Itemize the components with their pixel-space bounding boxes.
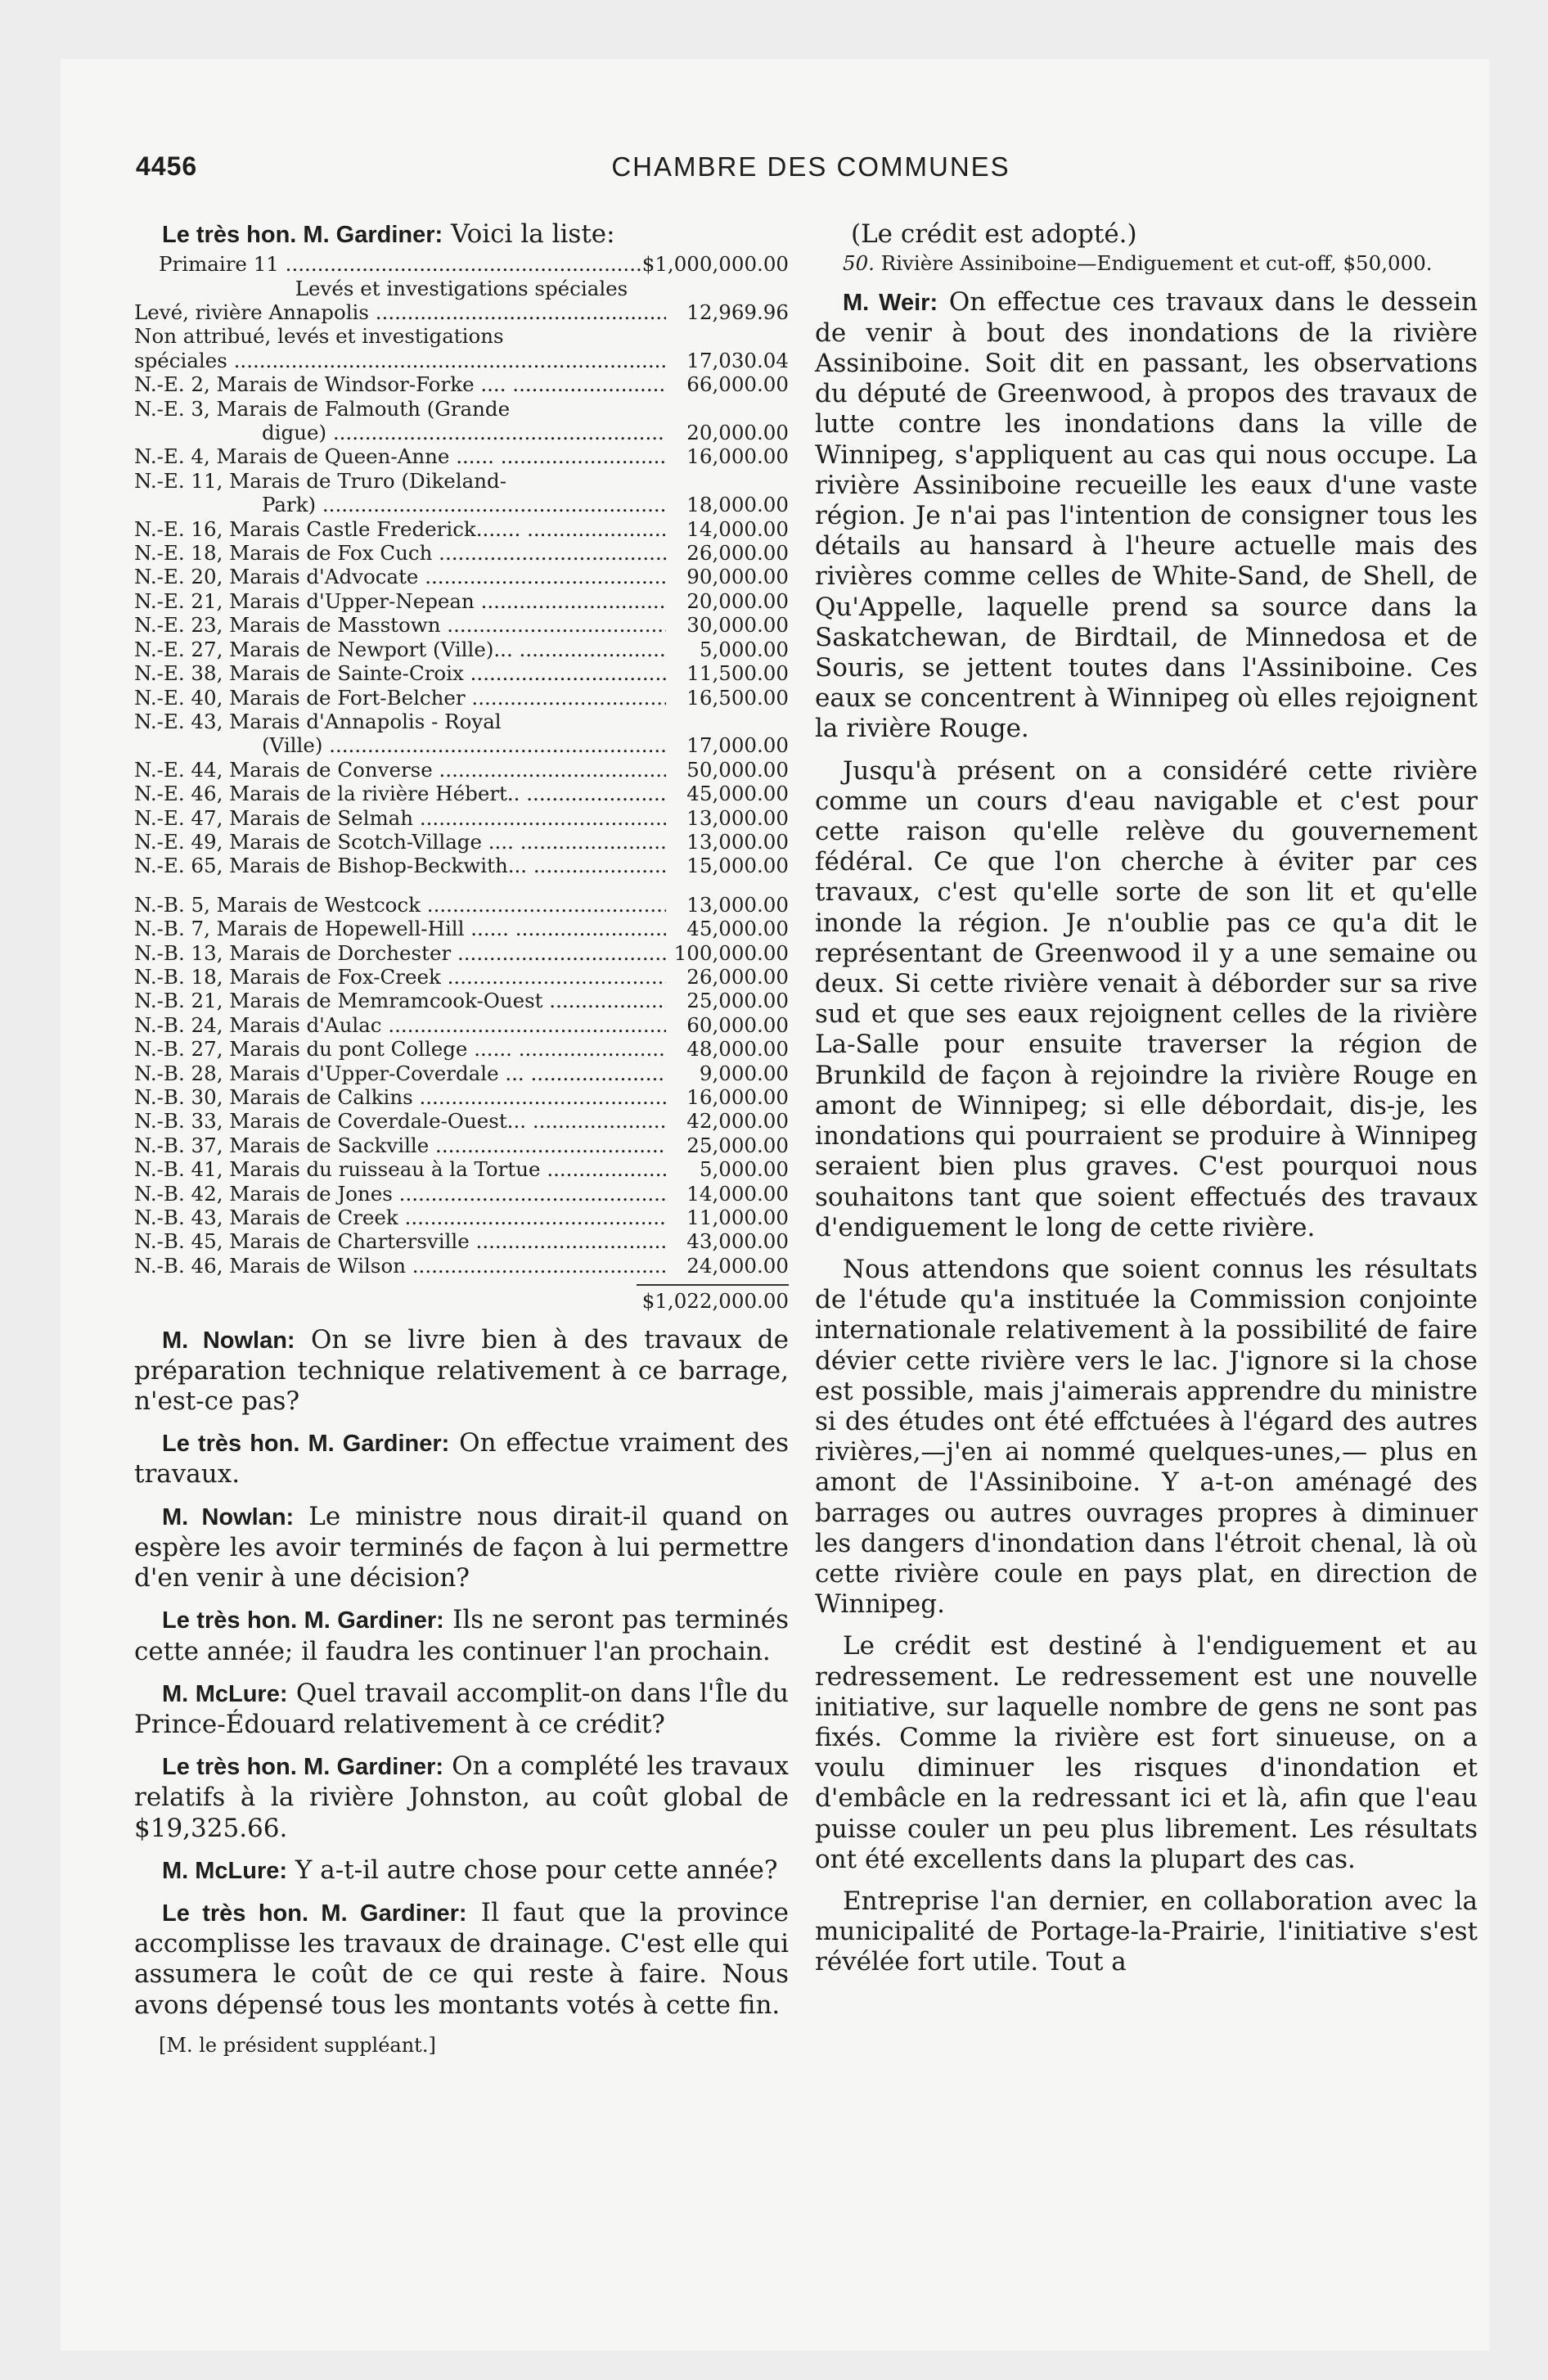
item-name: N.-E. 43, Marais d'Annapolis - Royal xyxy=(134,709,502,733)
speaker-name: M. Nowlan: xyxy=(162,1327,295,1354)
amount: 20,000.00 xyxy=(686,588,789,613)
item-name: spéciales xyxy=(134,348,227,372)
total-rule xyxy=(637,1284,789,1286)
speaker-name: Le très hon. M. Gardiner: xyxy=(162,1754,444,1781)
list-item xyxy=(134,300,789,324)
item-name: N.-E. 47, Marais de Selmah xyxy=(134,805,414,830)
item-name: N.-B. 28, Marais d'Upper-Coverdale ... xyxy=(134,1061,524,1085)
item-name: N.-B. 37, Marais de Sackville xyxy=(134,1133,430,1157)
speaker-name: Le très hon. M. Gardiner: xyxy=(162,1431,450,1458)
list-item: Primaire 11 ..... $1,000,000.00 xyxy=(134,252,789,276)
list-item xyxy=(134,782,789,805)
list-item xyxy=(134,686,789,710)
amount: 45,000.00 xyxy=(686,782,789,806)
item-name: N.-E. 40, Marais de Fort-Belcher xyxy=(134,685,466,710)
list-item xyxy=(134,444,789,468)
speaker-name: M. McLure: xyxy=(162,1857,288,1884)
item-name: N.-B. 5, Marais de Westcock xyxy=(134,892,421,917)
amount: 30,000.00 xyxy=(686,613,789,638)
item-name: N.-E. 65, Marais de Bishop-Beckwith... xyxy=(134,854,528,878)
amount: 25,000.00 xyxy=(686,989,789,1013)
exchange-text: On a complété les travaux relatifs à la rivière Johnston, au coût global de $19,325.66. xyxy=(134,1751,789,1843)
list-item xyxy=(134,1109,789,1133)
exchange-paragraph xyxy=(134,1855,789,1886)
list-item xyxy=(134,758,789,782)
intro-paragraph xyxy=(134,219,789,250)
amount: 14,000.00 xyxy=(686,516,789,541)
list-item xyxy=(134,565,789,588)
left-column xyxy=(134,219,789,2057)
amount: 26,000.00 xyxy=(686,541,789,566)
amount: 25,000.00 xyxy=(686,1133,789,1157)
weir-paragraph-3: Nous attendons que soient connus les résultats de l'étude qu'a instituée la Commission conjointe internationale relativement à la possibilité de faire dévier cette rivière vers le lac. J'ignore si la chose est possible, mais j'aimerais apprendre du ministre si des études ont été effctuées à l'égard des autres rivières,—j'en ai nommé quelques-unes,— plus en amont de l'Assiniboine. Y a-t-on aménagé des barrages ou autres ouvrages propres à diminuer les dangers d'inondation dans l'étroit chenal, là où cette rivière coule en pays plat, en direction de Winnipeg. xyxy=(815,1254,1478,1620)
amount: 15,000.00 xyxy=(686,854,789,878)
weir-paragraph-1: M. Weir: On effectue ces travaux dans le dessein de venir à bout des inondations de la rivière Assiniboine. Soit dit en passant, les observations du député de Greenwood, à propos des travaux de lutte contre les inondations dans la ville de Winnipeg, s'appliquent au cas qui nous occupe. La rivière Assiniboine recueille les eaux d'une vaste région. Je n'ai pas l'intention de consigner tous les détails au hansard à l'heure actuelle mais des rivières comme celles de White-Sand, de Shell, de Qu'Appelle, laquelle prend sa source dans la Saskatchewan, de Birdtail, de Minnedosa et de Souris, se jettent toutes dans l'Assiniboine. Ces eaux se concentrent à Winnipeg où elles rejoignent la rivière Rouge. xyxy=(815,286,1478,744)
item-name: N.-E. 49, Marais de Scotch-Village .... xyxy=(134,829,514,854)
list-section-nb xyxy=(134,893,789,1278)
list-item xyxy=(134,421,789,444)
amount: $1,000,000.00 xyxy=(641,252,789,277)
item-name: digue) xyxy=(262,421,327,445)
speaker-name: M. Weir: xyxy=(843,289,938,316)
item-name: N.-E. 18, Marais de Fox Cuch xyxy=(134,541,433,566)
item-name: N.-B. 18, Marais de Fox-Creek xyxy=(134,964,441,989)
amount: 16,000.00 xyxy=(686,444,789,469)
amount: 14,000.00 xyxy=(686,1181,789,1206)
amount: 13,000.00 xyxy=(686,892,789,917)
amount: 45,000.00 xyxy=(686,917,789,941)
amount: 16,000.00 xyxy=(686,1085,789,1110)
item-name: Non attribué, levés et investigations xyxy=(134,324,504,349)
item-name: N.-B. 13, Marais de Dorchester xyxy=(134,940,452,965)
list-item xyxy=(134,893,789,917)
amount: 9,000.00 xyxy=(699,1061,789,1085)
amount: 18,000.00 xyxy=(686,493,789,517)
item-name: N.-B. 45, Marais de Chartersville xyxy=(134,1229,470,1254)
amount: 11,000.00 xyxy=(686,1206,789,1230)
list-item xyxy=(134,1037,789,1061)
list-item xyxy=(134,517,789,541)
item-name: N.-B. 27, Marais du pont College ...... xyxy=(134,1037,512,1062)
speaker-name: Le très hon. M. Gardiner: xyxy=(162,222,443,248)
list-item xyxy=(134,1254,789,1278)
amount: 24,000.00 xyxy=(686,1253,789,1278)
appropriation-list xyxy=(134,252,789,1313)
amount: 16,500.00 xyxy=(686,685,789,710)
total-amount: $1,022,000.00 xyxy=(641,1289,789,1314)
amount: 17,000.00 xyxy=(686,733,789,758)
amount: 50,000.00 xyxy=(686,757,789,782)
amount: 20,000.00 xyxy=(686,421,789,445)
debate-exchanges xyxy=(134,1325,789,2021)
exchange-text: Ils ne seront pas terminés cette année; il faudra les continuer l'an prochain. xyxy=(134,1605,790,1666)
list-item xyxy=(134,710,789,733)
weir-paragraph-5: Entreprise l'an dernier, en collaboration avec la municipalité de Portage-la-Prairie, l'initiative s'est révélée fort utile. Tout a xyxy=(815,1886,1478,1977)
list-item xyxy=(134,372,789,396)
item-name: N.-E. 46, Marais de la rivière Hébert.. xyxy=(134,782,520,806)
item-name: N.-E. 27, Marais de Newport (Ville)... xyxy=(134,637,513,661)
exchange-text: Y a-t-il autre chose pour cette année? xyxy=(295,1855,778,1885)
list-item xyxy=(134,493,789,516)
item-name: N.-E. 20, Marais d'Advocate xyxy=(134,565,419,589)
amount: 66,000.00 xyxy=(686,372,789,397)
item-name: N.-B. 42, Marais de Jones xyxy=(134,1181,393,1206)
list-item xyxy=(134,854,789,877)
right-column xyxy=(815,219,1478,1978)
item-name: N.-E. 44, Marais de Converse xyxy=(134,757,433,782)
list-item xyxy=(134,541,789,565)
item-name: N.-B. 24, Marais d'Aulac xyxy=(134,1012,382,1037)
amount: 11,500.00 xyxy=(686,661,789,686)
item-name: N.-B. 7, Marais de Hopewell-Hill ...... xyxy=(134,917,509,941)
item-name: N.-B. 46, Marais de Wilson xyxy=(134,1253,406,1278)
weir-paragraph-4: Le crédit est destiné à l'endiguement et au redressement. Le redressement est une nouvelle initiative, sur laquelle nombre de gens ne sont pas fixés. Comme la rivière est fort sinueuse, on a voulu diminuer les risques d'inondation et d'embâcle en la redressant ici et là, afin que l'eau puisse couler un peu plus librement. Les résultats ont été excellents dans la plupart des cas. xyxy=(815,1631,1478,1874)
list-item xyxy=(134,589,789,613)
exchange-text: Il faut que la province accomplisse les travaux de drainage. C'est elle qui assumera le coût de ce qui reste à faire. Nous avons dépensé tous les montants votés à cette fin. xyxy=(134,1897,789,2020)
speaker-name: Le très hon. M. Gardiner: xyxy=(162,1900,467,1927)
list-item xyxy=(134,349,789,372)
list-item xyxy=(134,324,789,348)
amount: 12,969.96 xyxy=(686,300,789,325)
list-item xyxy=(134,941,789,965)
item-name: N.-E. 4, Marais de Queen-Anne ...... xyxy=(134,444,494,469)
list-item xyxy=(134,965,789,989)
list-item xyxy=(134,1134,789,1157)
exchange-paragraph xyxy=(134,1428,789,1490)
item-name: N.-B. 21, Marais de Memramcook-Ouest xyxy=(134,989,543,1013)
item-name: N.-E. 38, Marais de Sainte-Croix xyxy=(134,661,464,686)
item-name: Park) xyxy=(262,493,317,517)
list-item xyxy=(134,661,789,685)
weir-paragraph-2: Jusqu'à présent on a considéré cette rivière comme un cours d'eau navigable et c'est pour cette raison qu'elle relève du gouvernement fédéral. Ce que l'on cherche à éviter par ces travaux, c'est qu'elle sorte de son lit et qu'elle inonde la région. Je n'oublie pas ce qu'a dit le représentant de Greenwood il y a une semaine ou deux. Si cette rivière venait à déborder sur sa rive sud et que ses eaux rejoignent celles de la rivière La-Salle pour ensuite traverser la région de Brunkild de façon à rejoindre la rivière Rouge en amont de Winnipeg; si elle débordait, dis-je, les inondations qui pourraient se produire à Winnipeg seraient bien plus graves. C'est pourquoi nous souhaitons tant que soient effectués des travaux d'endiguement le long de cette rivière. xyxy=(815,755,1478,1242)
exchange-text: Le ministre nous dirait-il quand on espère les avoir terminés de façon à lui permettre d'en venir à une décision? xyxy=(134,1501,789,1593)
list-item xyxy=(134,830,789,854)
amount: 13,000.00 xyxy=(686,805,789,830)
list-item xyxy=(134,1157,789,1181)
item-name: N.-E. 16, Marais Castle Frederick....... xyxy=(134,516,521,541)
item-name: (Ville) xyxy=(262,733,323,758)
item-name: N.-B. 43, Marais de Creek xyxy=(134,1206,398,1230)
item-name: N.-B. 41, Marais du ruisseau à la Tortue xyxy=(134,1157,541,1182)
list-item xyxy=(134,613,789,637)
list-item xyxy=(134,638,789,661)
exchange-text: On effectue vraiment des travaux. xyxy=(134,1428,790,1490)
item-name: N.-E. 21, Marais d'Upper-Nepean xyxy=(134,588,475,613)
amount: 26,000.00 xyxy=(686,964,789,989)
list-item xyxy=(134,733,789,757)
amount: 48,000.00 xyxy=(686,1037,789,1062)
list-item xyxy=(134,469,789,493)
intro-text: Voici la liste: xyxy=(451,219,615,249)
item-name: N.-B. 30, Marais de Calkins xyxy=(134,1085,413,1110)
list-item xyxy=(134,989,789,1012)
exchange-paragraph xyxy=(134,1898,789,2021)
list-section-ne xyxy=(134,300,789,878)
item-name: N.-E. 3, Marais de Falmouth (Grande xyxy=(134,396,511,421)
amount: 17,030.04 xyxy=(686,348,789,372)
item-name: Levé, rivière Annapolis xyxy=(134,300,369,325)
list-item xyxy=(134,1182,789,1206)
list-item xyxy=(134,1085,789,1109)
list-item xyxy=(134,1229,789,1253)
chair-note: [M. le président suppléant.] xyxy=(159,2033,436,2057)
list-item xyxy=(134,917,789,940)
item-name: N.-E. 11, Marais de Truro (Dikeland- xyxy=(134,468,506,493)
exchange-text: On se livre bien à des travaux de préparation technique relativement à ce barrage, n'est-ce pas? xyxy=(134,1324,789,1417)
list-item xyxy=(134,1013,789,1037)
exchange-paragraph xyxy=(134,1325,789,1418)
amount: 43,000.00 xyxy=(686,1229,789,1254)
amount: 100,000.00 xyxy=(673,940,789,965)
list-item xyxy=(134,806,789,830)
exchange-paragraph xyxy=(134,1679,789,1740)
vote-item: 50. Rivière Assiniboine—Endiguement et cut-off, $50,000. xyxy=(843,251,1433,276)
speaker-name: M. Nowlan: xyxy=(162,1503,295,1530)
page-number: 4456 xyxy=(136,151,198,181)
exchange-paragraph xyxy=(134,1502,789,1594)
item-name: N.-E. 2, Marais de Windsor-Forke .... xyxy=(134,372,506,397)
amount: 90,000.00 xyxy=(686,565,789,589)
speaker-name: M. McLure: xyxy=(162,1680,288,1707)
adopted-note: (Le crédit est adopté.) xyxy=(851,219,1137,249)
exchange-paragraph xyxy=(134,1605,789,1666)
section-heading: Levés et investigations spéciales xyxy=(295,276,628,300)
page-title: CHAMBRE DES COMMUNES xyxy=(611,151,1010,182)
amount: 13,000.00 xyxy=(686,829,789,854)
amount: 5,000.00 xyxy=(699,637,789,661)
item-name: N.-B. 33, Marais de Coverdale-Ouest... xyxy=(134,1109,527,1134)
list-item xyxy=(134,1062,789,1085)
exchange-paragraph xyxy=(134,1751,789,1844)
item-name: N.-E. 23, Marais de Masstown xyxy=(134,613,441,638)
exchange-text: Quel travail accomplit-on dans l'Île du Prince-Édouard relativement à ce crédit? xyxy=(134,1678,790,1739)
amount: 5,000.00 xyxy=(699,1157,789,1182)
speaker-name: Le très hon. M. Gardiner: xyxy=(162,1607,444,1634)
page-header xyxy=(136,151,1486,192)
amount: 60,000.00 xyxy=(686,1012,789,1037)
amount: 42,000.00 xyxy=(686,1109,789,1134)
list-item xyxy=(134,397,789,421)
list-item xyxy=(134,1206,789,1229)
